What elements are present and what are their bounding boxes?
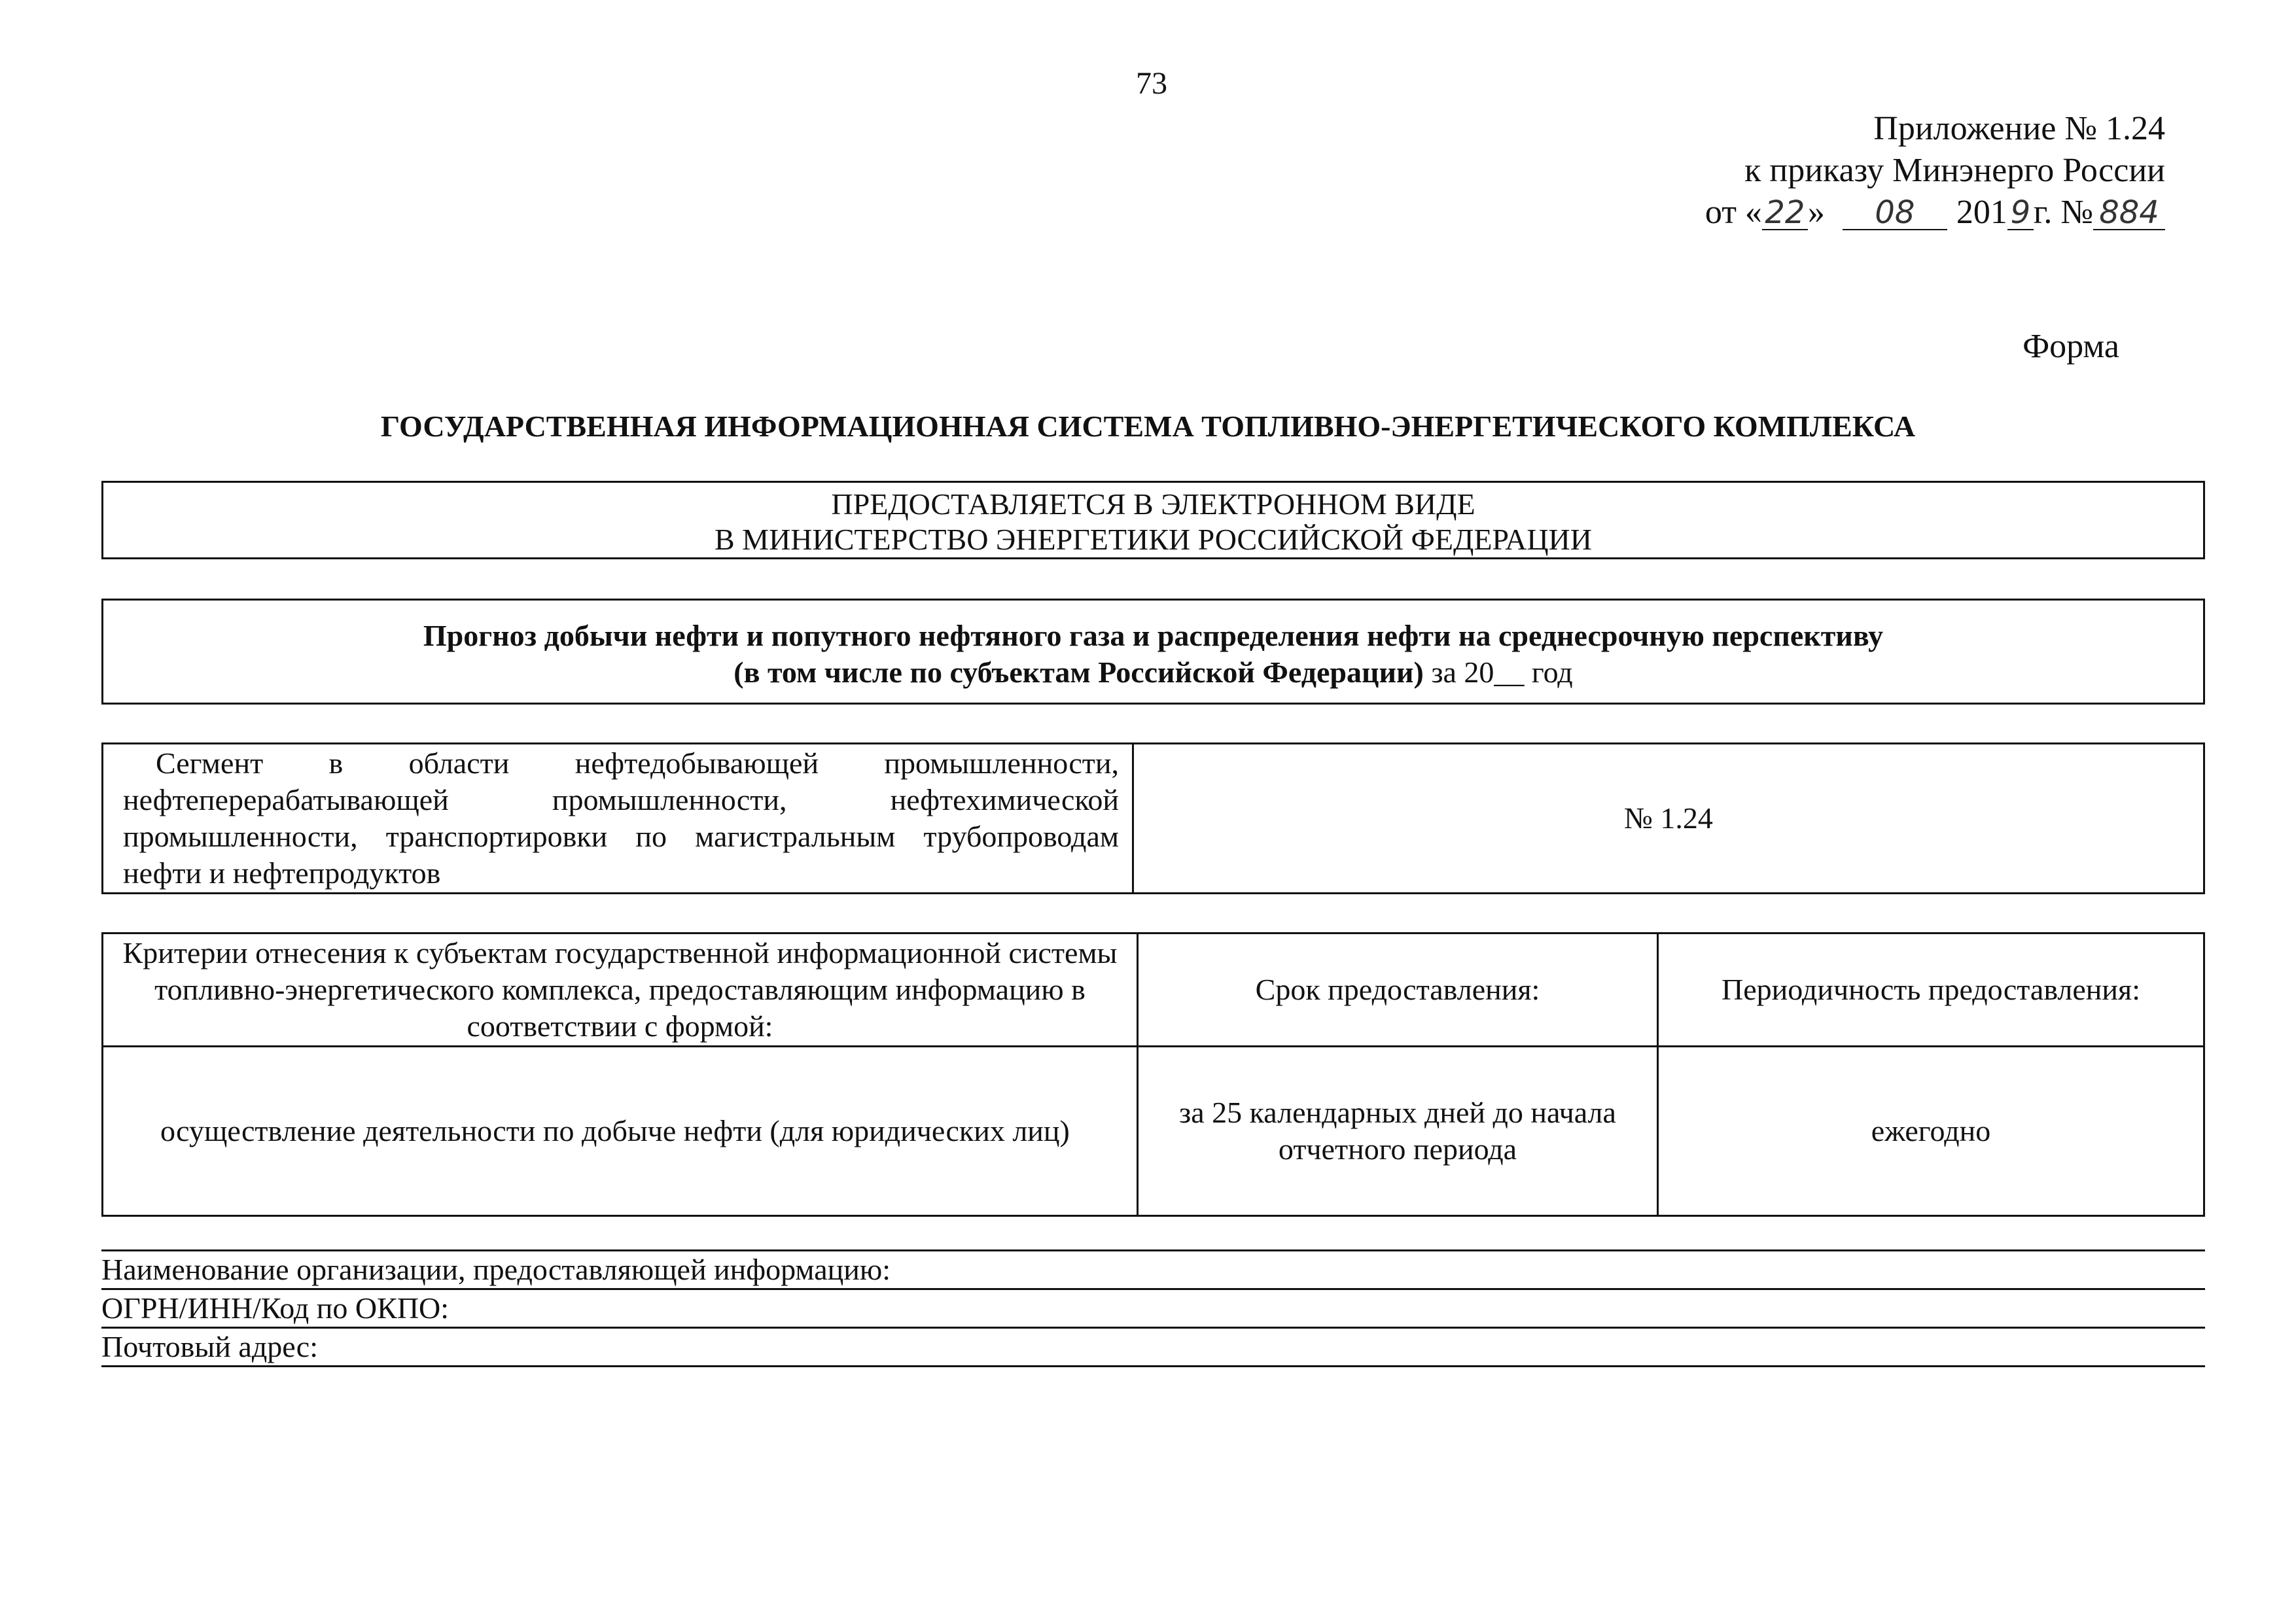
submission-box [101,481,2205,559]
submission-line-1: ПРЕДОСТАВЛЯЕТСЯ В ЭЛЕКТРОННОМ ВИДЕ [831,487,1475,521]
postal-address-field[interactable]: Почтовый адрес: [101,1329,2205,1367]
handwritten-order-number: 884 [2093,196,2165,230]
date-mid: » [1807,194,1825,231]
criteria-value: осуществление деятельности по добыче нефти (для юридических лиц) [103,1047,1138,1216]
form-label: Форма [2022,328,2119,365]
forecast-title-line-2-bold: (в том числе по субъектам Российской Федерации) [733,655,1424,689]
segment-table [101,742,2205,894]
segment-row [103,744,2204,894]
submission-line-2: В МИНИСТЕРСТВО ЭНЕРГЕТИКИ РОССИЙСКОЙ ФЕДЕРАЦИИ [714,523,1592,556]
order-number-label: г. № [2033,194,2093,231]
date-prefix: от « [1704,194,1762,231]
org-name-field[interactable]: Наименование организации, предоставляющей информацию: [101,1251,2205,1290]
criteria-header-row [103,934,2204,1047]
handwritten-month: 08 [1843,196,1947,230]
appendix-title: Приложение № 1.24 [1873,110,2165,147]
year-prefix: 201 [1956,194,2007,231]
periodicity-value: ежегодно [1658,1047,2204,1216]
appendix-block [1705,108,2165,234]
org-ids-field[interactable]: ОГРН/ИНН/Код по ОКПО: [101,1290,2205,1329]
segment-description: Сегмент в области нефтедобывающей промышленности, нефтеперерабатывающей промышленности, нефтехимической промышленности, транспортировки по магистральным трубопроводам нефти и нефтепродуктов [103,744,1133,894]
criteria-header: Критерии отнесения к субъектам государственной информационной системы топливно-энергетического комплекса, предоставляющим информацию в соответствии с формой: [103,934,1138,1047]
handwritten-year-digit: 9 [2007,196,2034,230]
form-number: № 1.24 [1133,744,2204,894]
forecast-title-line-2-year: за 20__ год [1423,655,1573,689]
handwritten-day: 22 [1762,196,1808,230]
deadline-header: Срок предоставления: [1138,934,1658,1047]
system-title: ГОСУДАРСТВЕННАЯ ИНФОРМАЦИОННАЯ СИСТЕМА ТОПЛИВНО-ЭНЕРГЕТИЧЕСКОГО КОМПЛЕКСА [380,410,1916,443]
periodicity-header: Периодичность предоставления: [1658,934,2204,1047]
criteria-data-row [103,1047,2204,1216]
appendix-date-line [1705,192,2165,234]
forecast-title-line-1: Прогноз добычи нефти и попутного нефтяного газа и распределения нефти на среднесрочную перспективу [423,619,1884,652]
criteria-table [101,932,2205,1217]
page-number: 73 [1136,66,1167,101]
deadline-value: за 25 календарных дней до начала отчетного периода [1138,1047,1658,1216]
appendix-order-ref: к приказу Минэнерго России [1744,152,2165,189]
forecast-title-box [101,599,2205,705]
